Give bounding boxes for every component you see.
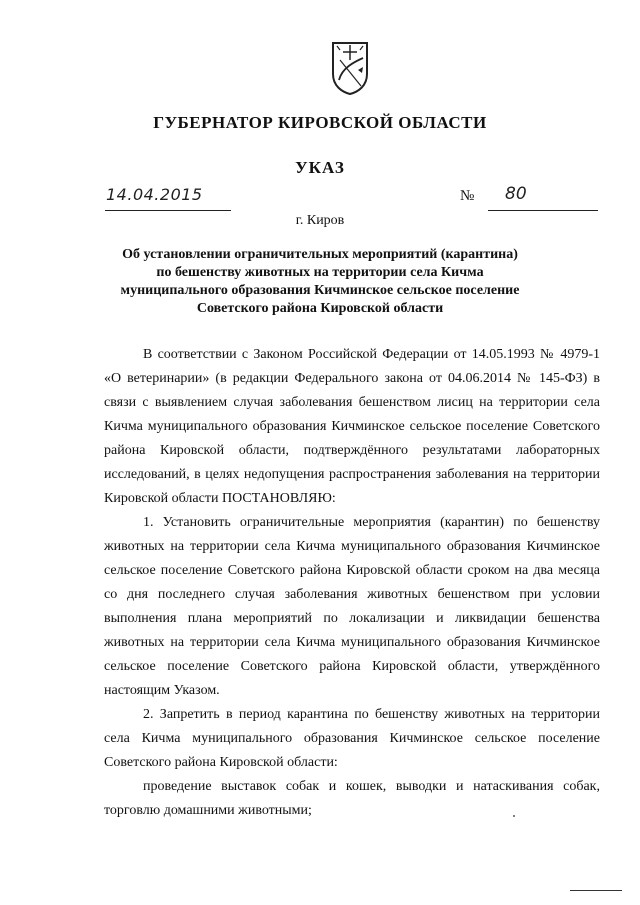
document-title: [120, 246, 520, 318]
number-sign: №: [460, 188, 475, 204]
title-line: Советского района Кировской области: [196, 301, 444, 316]
paragraph-item-1: 1. Установить ограничительные мероприятия (карантин) по бешенству животных на территории села Кичма муниципального образования Кичминское сельское поселение Советского района Кировской области сроком на два месяца со дня последнего случая заболевания животных бешенством при условии выполнения плана мероприятий по локализации и ликвидации бешенства животных на территории села Кичма муниципального образования Кичминское сельское поселение Советского района Кировской области, утверждённого настоящим Указом.: [104, 515, 600, 698]
document-number: 80: [505, 184, 527, 204]
document-date: 14.04.2015: [106, 185, 203, 204]
authority-title: ГУБЕРНАТОР КИРОВСКОЙ ОБЛАСТИ: [153, 113, 487, 132]
paragraph-item-2: 2. Запретить в период карантина по бешенству животных на территории села Кичма муниципального образования Кичминское сельское поселение Советского района Кировской области:: [104, 707, 600, 770]
title-line: по бешенству животных на территории села Кичма: [156, 265, 484, 280]
document-type: УКАЗ: [295, 158, 345, 177]
footer-rule: [570, 890, 622, 891]
title-line: муниципального образования Кичминское сельское поселение: [120, 283, 520, 298]
city: г. Киров: [295, 213, 345, 228]
document-body: [104, 343, 600, 823]
kirov-coat-of-arms-icon: [330, 40, 370, 96]
paragraph-subitem: проведение выставок собак и кошек, выводки и натаскивания собак, торговлю домашними животными;: [104, 779, 600, 818]
title-line: Об установлении ограничительных мероприятий (карантина): [122, 247, 518, 262]
paragraph-preamble: В соответствии с Законом Российской Федерации от 14.05.1993 № 4979-1 «О ветеринарии» (в редакции Федерального закона от 04.06.2014 № 145-ФЗ) в связи с выявлением случая заболевания бешенством лисиц на территории села Кичма муниципального образования Кичминское сельское поселение Советского района Кировской области, подтверждённого результатами лабораторных исследований, в целях недопущения распространения заболевания на территории Кировской области ПОСТАНОВЛЯЮ:: [104, 347, 600, 506]
scan-speck: [513, 815, 515, 817]
